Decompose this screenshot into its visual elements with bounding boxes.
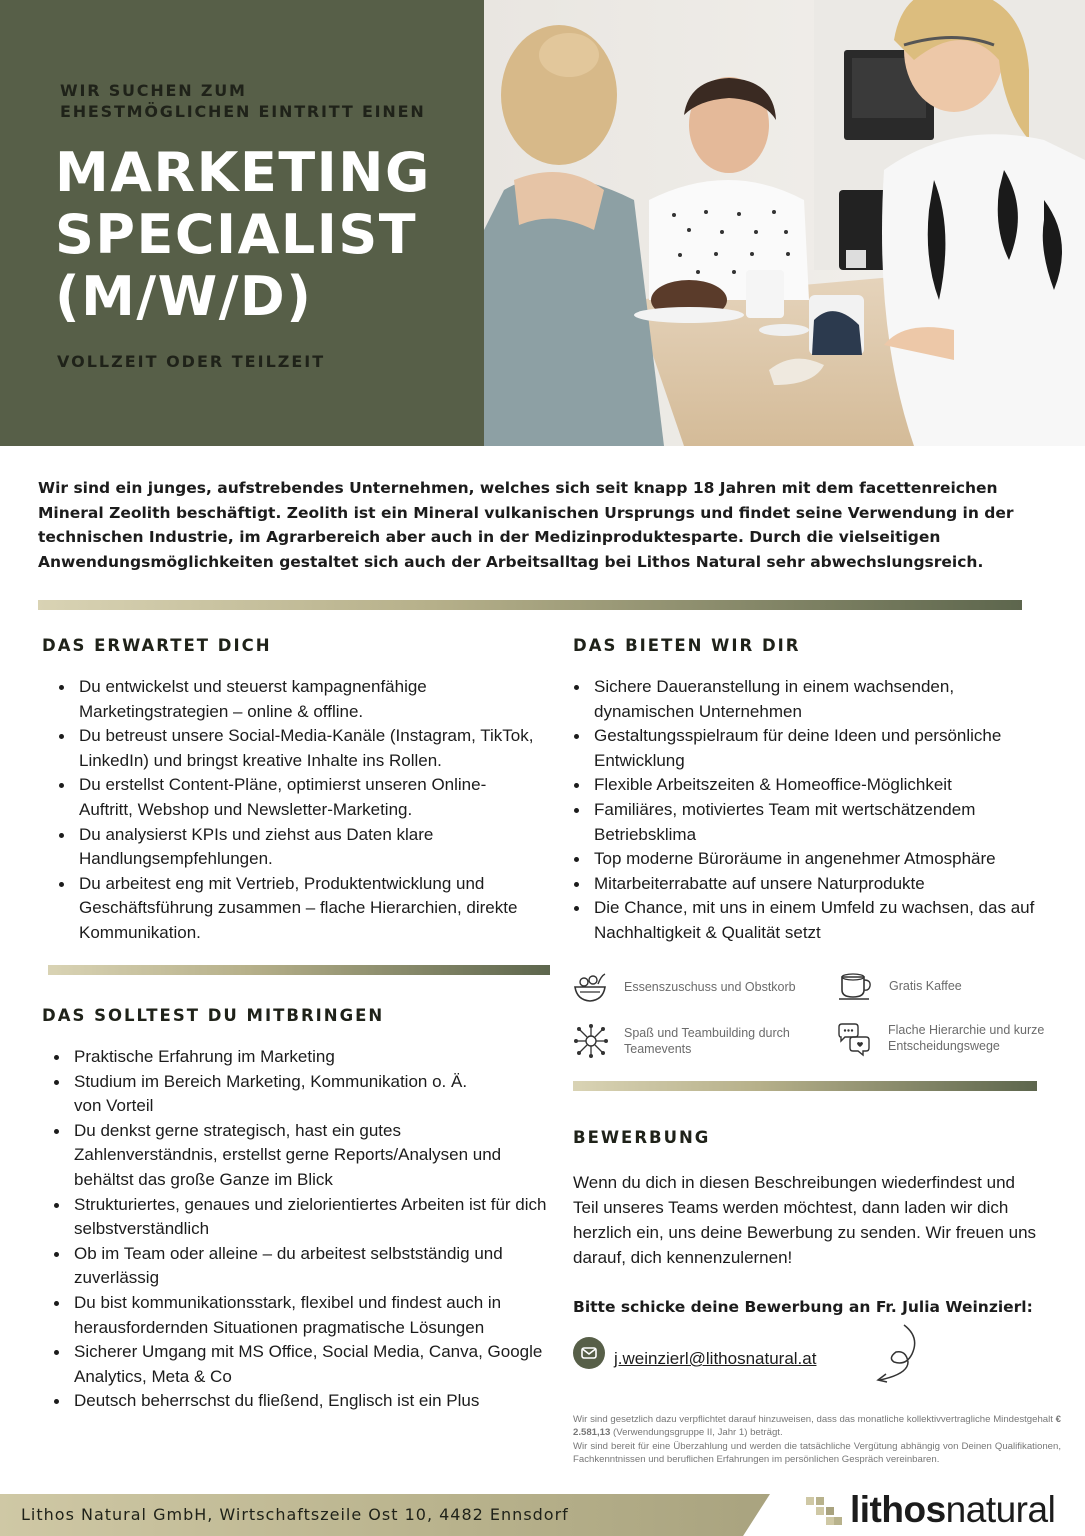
disclaimer-text: (Verwendungsgruppe II, Jahr 1) beträgt. xyxy=(613,1427,783,1439)
perk-label: Gratis Kaffee xyxy=(889,979,962,993)
list-item: Die Chance, mit uns in einem Umfeld zu wachsen, das auf Nachhaltigkeit & Qualität setzt xyxy=(572,896,1052,945)
list-item: Mitarbeiterrabatte auf unsere Naturprodukte xyxy=(572,872,1052,897)
divider xyxy=(573,1081,1037,1091)
company-intro: Wir sind ein junges, aufstrebendes Unternehmen, welches sich seit knapp 18 Jahren mit dem facettenreichen Mineral Zeolith beschäftigt. Zeolith ist ein Mineral vulkanischen Ursprungs und findet seine Verwendung in der technischen Industrie, im Agrarbereich aber auch in der Medizinproduktesparte. Durch die vielseitigen Anwendungsmöglichkeiten gestaltet sich auch der Arbeitsalltag bei Lithos Natural sehr abwechslungsreich. xyxy=(38,479,1014,571)
hero-panel xyxy=(0,0,484,446)
application-text: Wenn du dich in diesen Beschreibungen wiederfindest und Teil unseres Teams werden möchtest, dann laden wir dich herzlich ein, uns deine Bewerbung zu senden. Wir freuen uns darauf, dich kennenzulernen! xyxy=(573,1173,1037,1267)
list-item: Gestaltungsspielraum für deine Ideen und persönliche Entwicklung xyxy=(572,724,1052,773)
list-item: Strukturiertes, genaues und zielorientiertes Arbeiten ist für dich selbstverständlich xyxy=(52,1193,548,1242)
divider xyxy=(48,965,550,975)
list-item: Du entwickelst und steuerst kampagnenfähige Marketingstrategien – online & offline. xyxy=(57,675,537,724)
employment-type: VOLLZEIT ODER TEILZEIT xyxy=(57,352,326,371)
expect-list xyxy=(57,675,537,946)
list-item: Sicherer Umgang mit MS Office, Social Media, Canva, Google Analytics, Meta & Co xyxy=(52,1340,548,1389)
kicker-line: EHESTMÖGLICHEN EINTRITT EINEN xyxy=(60,102,426,121)
logo-word: lithos xyxy=(850,1489,946,1530)
curved-arrow-icon xyxy=(872,1322,922,1384)
food-bowl-icon xyxy=(572,970,608,1004)
team-photo-illustration xyxy=(484,0,1085,446)
list-item: Du analysierst KPIs und ziehst aus Daten klare Handlungsempfehlungen. xyxy=(57,823,537,872)
list-item: Du betreust unsere Social-Media-Kanäle (Instagram, TikTok, LinkedIn) und bringst kreative Inhalte ins Rollen. xyxy=(57,724,537,773)
list-item: Familiäres, motiviertes Team mit wertschätzendem Betriebsklima xyxy=(572,798,1052,847)
perk-label: Spaß und Teambuilding durch Teamevents xyxy=(624,1026,790,1056)
job-title-line: MARKETING xyxy=(55,141,431,204)
disclaimer-text: Wir sind bereit für eine Überzahlung und werden die tatsächliche Vergütung abhängig von Deinen Qualifikationen, Fachkenntnissen und beruflichen Erfahrungen im persönlichen Gespräch vereinbaren. xyxy=(573,1440,1061,1465)
application-contact: Bitte schicke deine Bewerbung an Fr. Julia Weinzierl: xyxy=(573,1298,1033,1316)
logo-mark-icon xyxy=(806,1493,842,1529)
list-item: Du arbeitest eng mit Vertrieb, Produktentwicklung und Geschäftsführung zusammen – flache Hierarchien, direkte Kommunikation. xyxy=(57,872,537,946)
coffee-cup-icon xyxy=(836,968,874,1002)
list-item: Studium im Bereich Marketing, Kommunikation o. Ä. von Vorteil xyxy=(52,1070,548,1119)
hero xyxy=(0,0,1085,446)
list-item: Sichere Daueranstellung in einem wachsenden, dynamischen Unternehmen xyxy=(572,675,1052,724)
expect-heading: DAS ERWARTET DICH xyxy=(42,636,272,655)
email-link[interactable]: j.weinzierl@lithosnatural.at xyxy=(614,1349,817,1368)
list-item: Du denkst gerne strategisch, hast ein gutes Zahlenverständnis, erstellst gerne Reports/Analysen und behältst das große Ganze im Blick xyxy=(52,1119,548,1193)
salary-disclaimer xyxy=(573,1413,1061,1466)
offer-heading: DAS BIETEN WIR DIR xyxy=(573,636,801,655)
team-photo xyxy=(484,0,1085,446)
company-logo xyxy=(806,1491,1076,1535)
list-item: Du erstellst Content-Pläne, optimierst unseren Online-Auftritt, Webshop und Newsletter-Marketing. xyxy=(57,773,537,822)
list-item: Praktische Erfahrung im Marketing xyxy=(52,1045,548,1070)
company-address: Lithos Natural GmbH, Wirtschaftszeile Ost 10, 4482 Ennsdorf xyxy=(21,1505,569,1524)
logo-wordmark xyxy=(850,1489,1055,1531)
chat-bubbles-icon xyxy=(836,1021,872,1057)
perk-label: Flache Hierarchie und kurze Entscheidungswege xyxy=(888,1023,1045,1053)
application-heading: BEWERBUNG xyxy=(573,1128,711,1147)
requirements-heading: DAS SOLLTEST DU MITBRINGEN xyxy=(42,1006,385,1025)
mail-icon xyxy=(573,1337,605,1369)
hero-kicker xyxy=(60,80,480,122)
kicker-line: WIR SUCHEN ZUM xyxy=(60,81,247,100)
perk-label: Essenszuschuss und Obstkorb xyxy=(624,980,796,994)
list-item: Du bist kommunikationsstark, flexibel und findest auch in herausfordernden Situationen pragmatische Lösungen xyxy=(52,1291,548,1340)
list-item: Top moderne Büroräume in angenehmer Atmosphäre xyxy=(572,847,1052,872)
job-title-line: (M/W/D) xyxy=(55,265,313,328)
envelope-icon xyxy=(573,1337,605,1369)
offer-list xyxy=(572,675,1052,946)
minimum-salary: € 2.581,13 xyxy=(573,1414,1061,1439)
logo-word: natural xyxy=(945,1489,1056,1530)
list-item: Ob im Team oder alleine – du arbeitest selbstständig und zuverlässig xyxy=(52,1242,548,1291)
job-title xyxy=(55,142,475,328)
disclaimer-text: Wir sind gesetzlich dazu verpflichtet darauf hinzuweisen, dass das monatliche kollektivvertragliche Mindestgehalt xyxy=(573,1414,1053,1425)
divider xyxy=(38,600,1022,610)
list-item: Deutsch beherrschst du fließend, Englisch ist ein Plus xyxy=(52,1389,548,1414)
team-network-icon xyxy=(572,1022,610,1060)
job-title-line: SPECIALIST xyxy=(55,203,418,266)
list-item: Flexible Arbeitszeiten & Homeoffice-Möglichkeit xyxy=(572,773,1052,798)
requirements-list xyxy=(52,1045,548,1414)
